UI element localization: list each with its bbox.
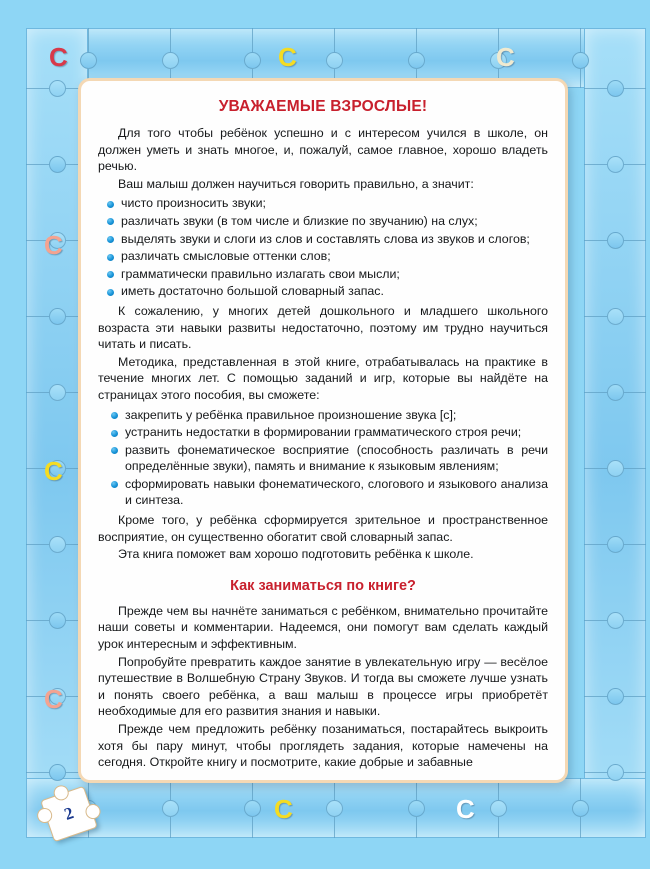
decor-letter-c-icon: С [274, 794, 293, 824]
bullet-dot-icon [107, 271, 114, 278]
list-item [98, 407, 548, 424]
skills-list [98, 195, 548, 300]
list-item [98, 442, 548, 475]
puzzle-notch [607, 232, 624, 249]
list-item-label: различать звуки (в том числе и близкие по звучанию) на слух; [121, 213, 478, 228]
paragraph-closing-intro: Эта книга поможет вам хорошо подготовить ребёнка к школе. [118, 547, 474, 562]
puzzle-knob [162, 52, 179, 69]
bullet-dot-icon [111, 412, 118, 419]
list-item-label: иметь достаточно большой словарный запас. [121, 284, 384, 299]
list-item-label: выделять звуки и слоги из слов и составлять слова из звуков и слогов; [121, 231, 530, 246]
bullet-dot-icon [111, 481, 118, 488]
puzzle-knob [490, 800, 507, 817]
puzzle-knob [326, 52, 343, 69]
puzzle-notch [607, 384, 624, 401]
puzzle-knob [49, 384, 66, 401]
puzzle-notch [49, 612, 66, 629]
puzzle-notch [49, 308, 66, 325]
puzzle-knob [326, 800, 343, 817]
puzzle-knob [607, 308, 624, 325]
outcomes-list [98, 407, 548, 510]
list-item-label: развить фонематическое восприятие (способность различать в речи определённые звуки), память и внимание к языковым явлениям; [125, 442, 548, 474]
bullet-dot-icon [111, 430, 118, 437]
list-item [98, 213, 548, 230]
puzzle-knob [49, 80, 66, 97]
bullet-dot-icon [107, 218, 114, 225]
puzzle-notch [408, 800, 425, 817]
list-item [98, 266, 548, 283]
puzzle-knob [607, 156, 624, 173]
puzzle-notch [80, 52, 97, 69]
decor-letter-c-icon: С [44, 456, 63, 486]
decor-letter-c-icon: С [456, 794, 475, 824]
list-item [98, 424, 548, 441]
page-title: УВАЖАЕМЫЕ ВЗРОСЛЫЕ! [218, 98, 428, 115]
bullet-dot-icon [107, 201, 114, 208]
bullet-dot-icon [107, 236, 114, 243]
section-title: Как заниматься по книге? [230, 577, 416, 594]
puzzle-knob [607, 764, 624, 781]
list-item [98, 195, 548, 212]
list-item-label: устранить недостатки в формировании грамматического строя речи; [125, 425, 522, 440]
decor-letter-c-icon: С [496, 42, 515, 72]
puzzle-notch [49, 156, 66, 173]
list-item [98, 476, 548, 509]
puzzle-knob [607, 612, 624, 629]
paragraph-method: Методика, представленная в этой книге, отрабатывалась на практике в течение многих лет. С помощью заданий и игр, которые вы найдёте на страницах этого пособия, вы сможете: [98, 354, 548, 402]
puzzle-notch [572, 800, 589, 817]
list-item-label: чисто произносить звуки; [121, 196, 266, 211]
puzzle-notch [244, 52, 261, 69]
puzzle-notch [607, 80, 624, 97]
decor-letter-c-icon: С [44, 230, 63, 260]
list-item [98, 283, 548, 300]
puzzle-notch [244, 800, 261, 817]
content-card [78, 78, 568, 783]
decor-letter-c-icon: С [49, 42, 68, 72]
bullet-dot-icon [111, 447, 118, 454]
list-item-label: различать смысловые оттенки слов; [121, 249, 331, 264]
paragraph-advice: Прежде чем вы начнёте заниматься с ребёнком, внимательно прочитайте наши советы и комментарии. Надеемся, они помогут вам сделать каждый урок интересным и эффективным. [98, 603, 548, 652]
paragraph-skills-lead: Ваш малыш должен научиться говорить правильно, а значит: [118, 176, 474, 191]
paragraph-game: Попробуйте превратить каждое занятие в увлекательную игру — весёлое путешествие в Волшебную Страну Звуков. И тогда вы сможете лучше узнать и понять своего ребёнка, а ваш малыш в процессе игры приобретёт необходимые для его развития знания и навыки. [98, 654, 548, 719]
puzzle-notch [49, 764, 66, 781]
paragraph-prepare: Прежде чем предложить ребёнку позаниматься, постарайтесь выкроить хотя бы пару минут, чтобы проглядеть задания, которые намечены на сегодня. Откройте книгу и посмотрите, какие добрые и забавные [98, 722, 548, 770]
paragraph-intro: Для того чтобы ребёнок успешно и с интересом учился в школе, он должен уметь и знать многое, и, пожалуй, самое главное, хорошо владеть речью. [98, 126, 548, 174]
list-item [98, 248, 548, 265]
list-item [98, 231, 548, 248]
puzzle-band-right [584, 28, 646, 838]
paragraph-regret: К сожалению, у многих детей дошкольного и младшего школьного возраста эти навыки развиты недостаточно, поэтому им трудно научиться читать и писать. [98, 303, 548, 352]
page-number: 2 [61, 803, 76, 824]
bullet-dot-icon [107, 254, 114, 261]
decor-letter-c-icon: С [44, 684, 63, 714]
puzzle-knob [162, 800, 179, 817]
bullet-dot-icon [107, 289, 114, 296]
list-item-label: сформировать навыки фонематического, слогового и языкового анализа и синтеза. [125, 476, 548, 508]
list-item-label: грамматически правильно излагать свои мысли; [121, 266, 400, 281]
puzzle-notch [607, 688, 624, 705]
puzzle-knob [49, 536, 66, 553]
puzzle-notch [572, 52, 589, 69]
puzzle-knob [607, 460, 624, 477]
puzzle-notch [408, 52, 425, 69]
list-item-label: закрепить у ребёнка правильное произношение звука [с]; [125, 407, 457, 422]
decor-letter-c-icon: С [278, 42, 297, 72]
puzzle-notch [607, 536, 624, 553]
paragraph-besides: Кроме того, у ребёнка сформируется зрительное и пространственное восприятие, он существенно обогатит свой словарный запас. [98, 513, 548, 544]
